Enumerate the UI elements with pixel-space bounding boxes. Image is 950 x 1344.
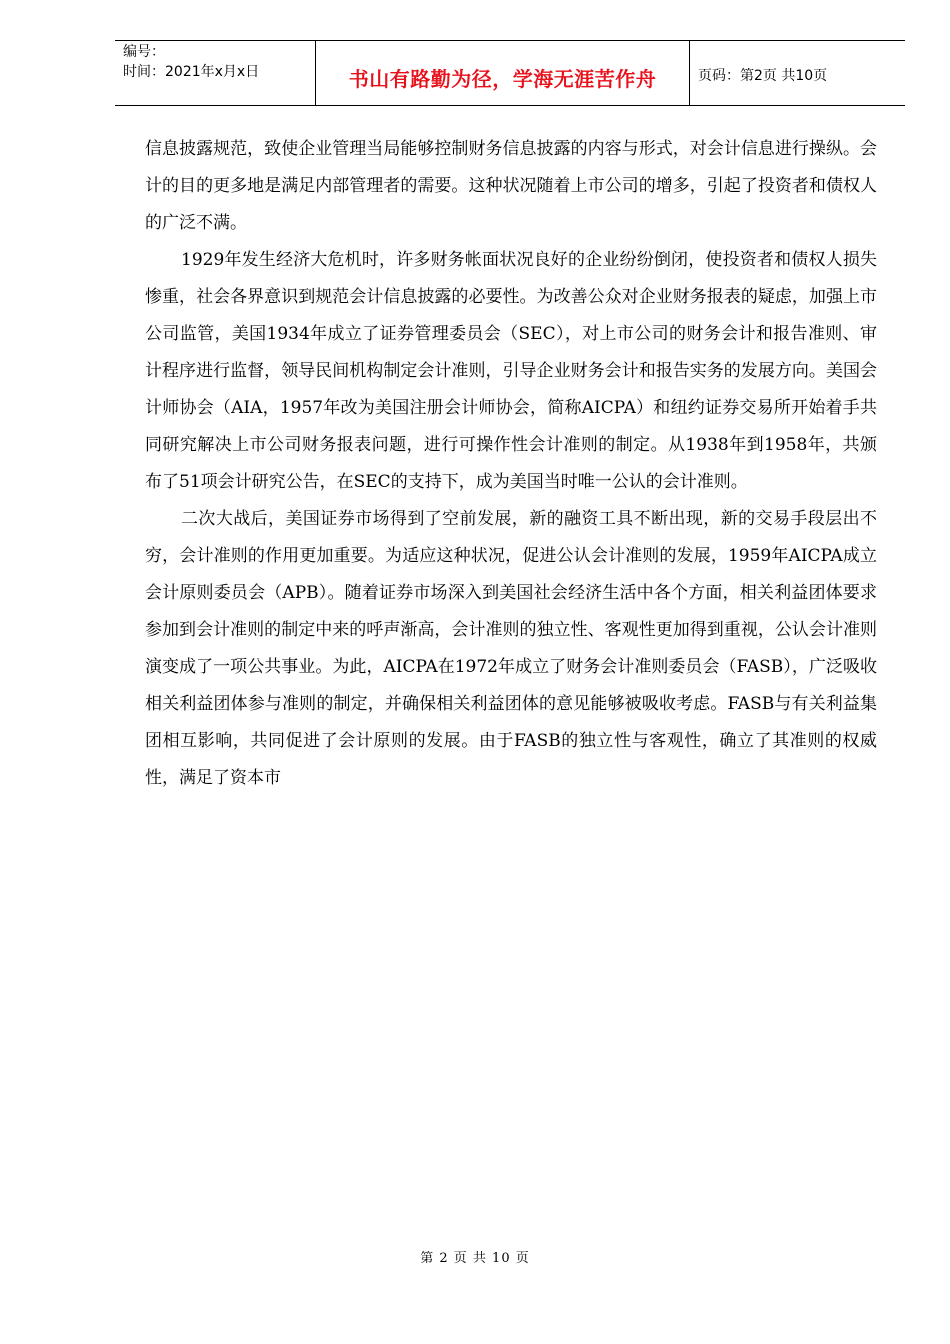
page-footer: 第 2 页 共 10 页 (420, 1251, 530, 1266)
time-label: 时间：2021年x月x日 (123, 64, 260, 80)
serial-number-label: 编号： (123, 44, 165, 60)
header-meta-cell (115, 41, 316, 105)
paragraph: 二次大战后，美国证券市场得到了空前发展，新的融资工具不断出现，新的交易手段层出不穷，会计准则的作用更加重要。为适应这种状况，促进公认会计准则的发展，1959年AICPA成立会计原则委员会（APB）。随着证券市场深入到美国社会经济生活中各个方面，相关利益团体要求参加到会计准则的制定中来的呼声渐高，会计准则的独立性、客观性更加得到重视，公认会计准则演变成了一项公共事业。为此，AICPA在1972年成立了财务会计准则委员会（FASB），广泛吸收相关利益团体参与准则的制定，并确保相关利益团体的意见能够被吸收考虑。FASB与有关利益集团相互影响，共同促进了会计原则的发展。由于FASB的独立性与客观性，确立了其准则的权威性，满足了资本市 (145, 509, 877, 788)
motto-text: 书山有路勤为径，学海无涯苦作舟 (348, 67, 657, 91)
header-page-cell (690, 41, 905, 105)
paragraph: 信息披露规范，致使企业管理当局能够控制财务信息披露的内容与形式，对会计信息进行操纵。会计的目的更多地是满足内部管理者的需要。这种状况随着上市公司的增多，引起了投资者和债权人的广泛不满。 (145, 139, 877, 233)
paragraph: 1929年发生经济大危机时，许多财务帐面状况良好的企业纷纷倒闭，使投资者和债权人损失惨重，社会各界意识到规范会计信息披露的必要性。为改善公众对企业财务报表的疑虑，加强上市公司监管，美国1934年成立了证券管理委员会（SEC），对上市公司的财务会计和报告准则、审计程序进行监督，领导民间机构制定会计准则，引导企业财务会计和报告实务的发展方向。美国会计师协会（AIA，1957年改为美国注册会计师协会，简称AICPA）和纽约证券交易所开始着手共同研究解决上市公司财务报表问题，进行可操作性会计准则的制定。从1938年到1958年，共颁布了51项会计研究公告，在SEC的支持下，成为美国当时唯一公认的会计准则。 (145, 250, 877, 492)
page-number-label: 页码：第2页 共10页 (698, 68, 828, 84)
header-motto-cell (316, 41, 690, 105)
document-body (145, 131, 877, 797)
document-header (115, 40, 905, 106)
